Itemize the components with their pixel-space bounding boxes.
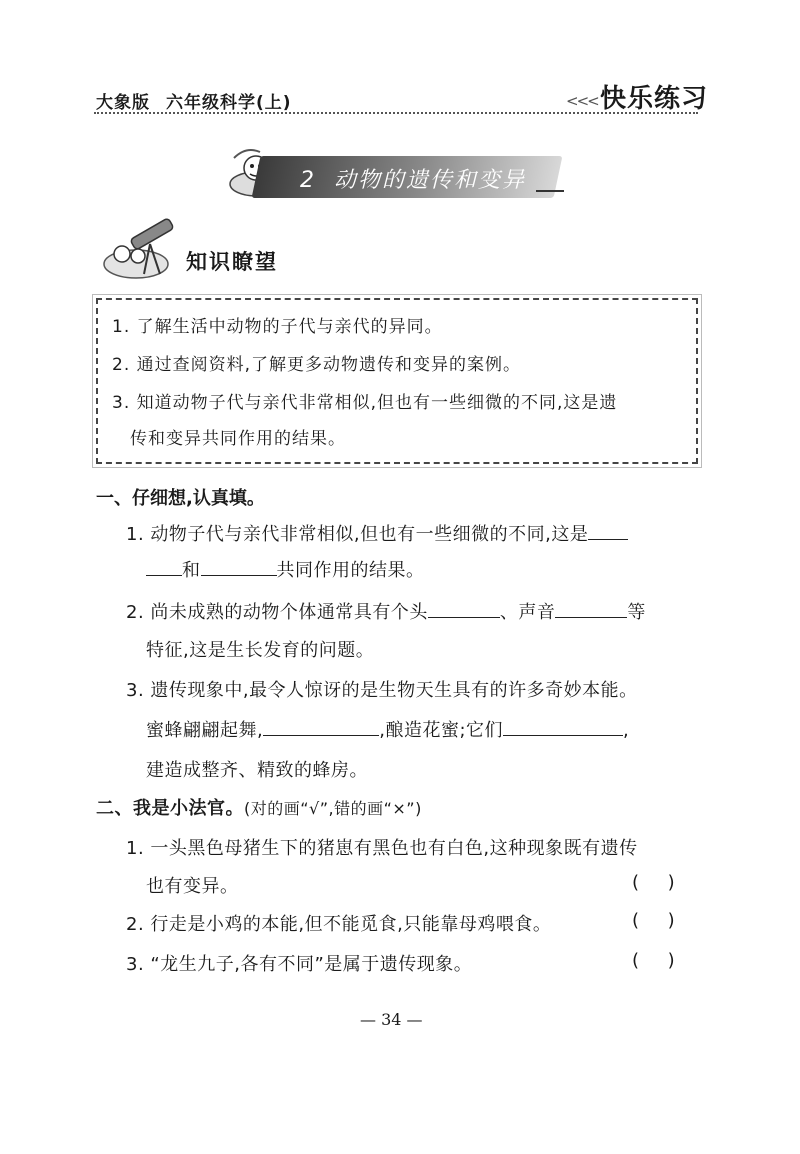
fill-q3-line3: 建造成整齐、精致的蜂房。 xyxy=(146,760,368,781)
answer-paren-1[interactable]: ( ) xyxy=(632,872,675,893)
judge-q2: 2. 行走是小鸡的本能,但不能觅食,只能靠母鸡喂食。 xyxy=(126,914,552,935)
page-number: — 34 — xyxy=(360,1010,423,1029)
blank[interactable] xyxy=(263,717,379,736)
blank[interactable] xyxy=(428,599,500,618)
fill-q2-line1: 2. 尚未成熟的动物个体通常具有个头 、声音 等 xyxy=(126,598,646,624)
arrows-decoration: <<< xyxy=(566,92,598,110)
series-title: 快乐练习 xyxy=(600,84,709,114)
blank[interactable] xyxy=(201,557,277,576)
lesson-heading xyxy=(300,163,526,194)
judge-q3: 3. “龙生九子,各有不同”是属于遗传现象。 xyxy=(126,954,473,975)
blank[interactable] xyxy=(588,521,628,540)
book-info xyxy=(96,88,292,113)
part2-heading-row xyxy=(96,794,422,820)
fill-q1-line2: 和 共同作用的结果。 xyxy=(146,556,425,582)
part2-heading: 二、我是小法官。 xyxy=(96,798,244,819)
lesson-title: 动物的遗传和变异 xyxy=(334,168,527,193)
blank[interactable] xyxy=(146,557,182,576)
telescope-icon xyxy=(100,214,180,282)
fill-q3-line2: 蜜蜂翩翩起舞, ,酿造花蜜;它们 , xyxy=(146,716,629,742)
judge-q1-line2: 也有变异。 xyxy=(146,876,239,897)
section-title: 知识瞭望 xyxy=(186,250,278,274)
answer-paren-2[interactable]: ( ) xyxy=(632,910,675,931)
fill-q3-line1: 3. 遗传现象中,最令人惊讶的是生物天生具有的许多奇妙本能。 xyxy=(126,680,638,701)
blank[interactable] xyxy=(503,717,623,736)
objective-3: 3. 知道动物子代与亲代非常相似,但也有一些细微的不同,这是遗 xyxy=(112,393,618,413)
lesson-number: 2 xyxy=(300,168,316,193)
judge-q1-line1: 1. 一头黑色母猪生下的猪崽有黑色也有白色,这种现象既有遗传 xyxy=(126,838,638,859)
objective-1: 1. 了解生活中动物的子代与亲代的异同。 xyxy=(112,317,443,337)
book-title: 六年级科学(上) xyxy=(166,93,292,113)
fill-q1-line1: 1. 动物子代与亲代非常相似,但也有一些细微的不同,这是 xyxy=(126,520,628,546)
objective-2: 2. 通过查阅资料,了解更多动物遗传和变异的案例。 xyxy=(112,355,522,375)
answer-paren-3[interactable]: ( ) xyxy=(632,950,675,971)
header-divider xyxy=(94,112,698,114)
publisher: 大象版 xyxy=(96,93,150,113)
blank[interactable] xyxy=(555,599,627,618)
banner-underline xyxy=(536,190,564,192)
objective-3-cont: 传和变异共同作用的结果。 xyxy=(130,429,346,449)
part1-heading: 一、仔细想,认真填。 xyxy=(96,488,265,509)
fill-q2-line2: 特征,这是生长发育的问题。 xyxy=(146,640,375,661)
part2-instruction: (对的画“√”,错的画“×”) xyxy=(244,799,422,818)
